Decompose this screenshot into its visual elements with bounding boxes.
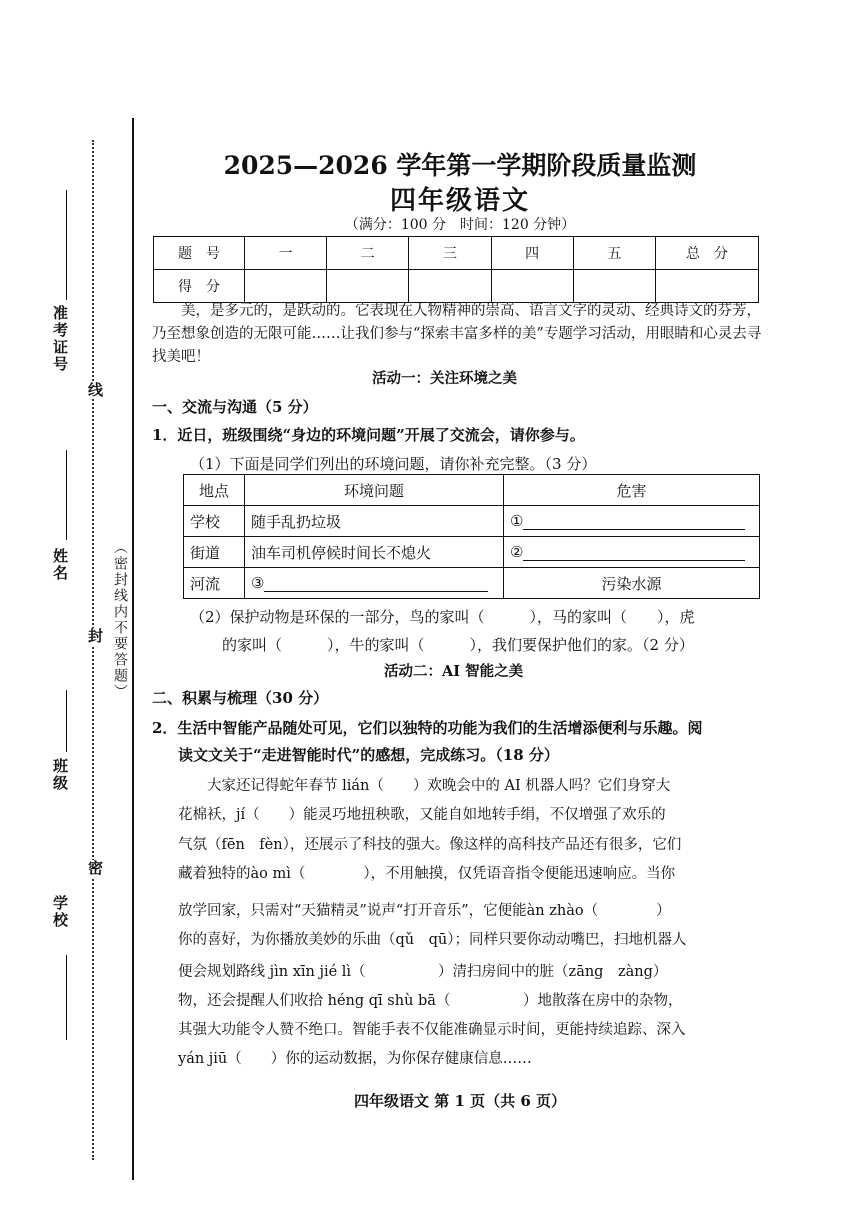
passage-line: 放学回家，只需对“天猫精灵”说声“打开音乐”，它便能àn zhào（ ）: [178, 903, 671, 919]
name-underline: [66, 450, 67, 540]
answer-blank[interactable]: [264, 591, 488, 592]
answer-marker: ①: [510, 512, 524, 530]
score-input-cell[interactable]: [245, 270, 327, 303]
environment-table: [183, 474, 760, 599]
env-problem: 油车司机停候时间长不熄火: [245, 537, 504, 568]
class-underline: [66, 690, 67, 752]
env-header-place: 地点: [184, 475, 245, 506]
question-1-1: （1）下面是同学们列出的环境问题，请你补充完整。（3 分）: [190, 455, 597, 473]
score-input-cell[interactable]: [491, 270, 573, 303]
env-place: 街道: [184, 537, 245, 568]
section-one-heading: 一、交流与沟通（5 分）: [152, 398, 318, 416]
env-header-harm: 危害: [504, 475, 760, 506]
question-2-line2: 读文文关于“走进智能时代”的感想，完成练习。（18 分）: [178, 746, 559, 764]
question-2-line1: 2．生活中智能产品随处可见，它们以独特的功能为我们的生活增添便利与乐趣。阅: [152, 719, 703, 737]
school-underline: [66, 955, 67, 1040]
exam-subtitle: 四年级语文: [389, 186, 530, 216]
env-harm-answer[interactable]: [504, 537, 760, 568]
passage-line: 物，还会提醒人们收拾 héng qī shù bā（ ）地散落在房中的杂物，: [178, 993, 683, 1009]
env-row: [184, 568, 760, 599]
answer-blank[interactable]: [523, 560, 745, 561]
activity-one-heading: 活动一：关注环境之美: [372, 370, 517, 387]
env-header-problem: 环境问题: [245, 475, 504, 506]
passage-line: 其强大功能令人赞不绝口。智能手表不仅能准确显示时间，更能持续追踪、深入: [178, 1022, 686, 1038]
env-table-header: [184, 475, 760, 506]
class-label: 班级: [51, 758, 69, 792]
passage-line: 花棉袄，jí（ ）能灵巧地扭秧歌，又能自如地转手绢，不仅增强了欢乐的: [178, 807, 666, 823]
passage-line: yán jiū（ ）你的运动数据，为你保存健康信息……: [178, 1051, 532, 1067]
activity-two-heading: 活动二：AI 智能之美: [384, 663, 524, 680]
binding-dotted-line: [92, 140, 94, 1160]
env-place: 学校: [184, 506, 245, 537]
question-1: 1．近日，班级围绕“身边的环境问题”开展了交流会，请你参与。: [152, 426, 585, 444]
score-cell-q5: 五: [573, 237, 655, 270]
score-row-label: 得 分: [154, 270, 245, 303]
env-place: 河流: [184, 568, 245, 599]
answer-marker: ③: [251, 574, 265, 592]
exam-id-underline: [66, 190, 67, 300]
score-input-cell[interactable]: [656, 270, 759, 303]
intro-paragraph: 美，是多元的，是跃动的。它表现在人物精神的崇高、语言文字的灵动、经典诗文的芬芳，乃至想象创造的无限可能……让我们参与“探索丰富多样的美”专题学习活动，用眼睛和心灵去寻找美吧！: [152, 303, 762, 365]
passage-line: 气氛（fēn fèn），还展示了科技的强大。像这样的高科技产品还有很多，它们: [178, 837, 682, 853]
name-label: 姓名: [51, 548, 69, 582]
question-1-2-line2: 的家叫（ ），牛的家叫（ ），我们要保护他们的家。（2 分）: [222, 636, 694, 654]
binding-solid-line: [132, 118, 134, 1180]
score-input-cell[interactable]: [573, 270, 655, 303]
passage-line: 大家还记得蛇年春节 lián（ ）欢晚会中的 AI 机器人吗？它们身穿大: [178, 778, 671, 794]
env-row: [184, 506, 760, 537]
score-table-header-row: [154, 237, 759, 270]
seal-mi-char: 密: [86, 860, 104, 877]
seal-note: （密封线内不要答题）: [112, 540, 128, 700]
score-table: [153, 236, 759, 303]
seal-feng-char: 封: [86, 628, 104, 645]
score-cell-q4: 四: [491, 237, 573, 270]
score-input-cell[interactable]: [327, 270, 409, 303]
score-table-score-row: [154, 270, 759, 303]
passage-line: 便会规划路线 jìn xīn jié lì（ ）清扫房间中的脏（zāng zàng）: [178, 964, 668, 980]
answer-marker: ②: [510, 543, 524, 561]
passage-line: 你的喜好，为你播放美妙的乐曲（qǔ qū）；同样只要你动动嘴巴，扫地机器人: [178, 932, 687, 948]
question-1-2-line1: （2）保护动物是环保的一部分，鸟的家叫（ ），马的家叫（ ），虎: [190, 608, 695, 626]
exam-id-label: 准考证号: [51, 305, 69, 373]
section-two-heading: 二、积累与梳理（30 分）: [152, 689, 329, 707]
school-label: 学校: [51, 895, 69, 929]
seal-line-char: 线: [86, 382, 104, 399]
answer-blank[interactable]: [523, 529, 745, 530]
page-footer: 四年级语文 第 1 页（共 6 页）: [354, 1092, 566, 1110]
score-input-cell[interactable]: [409, 270, 491, 303]
exam-title: 2025—2026 学年第一学期阶段质量监测: [223, 151, 697, 180]
score-cell-q1: 一: [245, 237, 327, 270]
score-cell-label: 题 号: [154, 237, 245, 270]
score-cell-q3: 三: [409, 237, 491, 270]
env-problem: 随手乱扔垃圾: [245, 506, 504, 537]
score-cell-total: 总 分: [656, 237, 759, 270]
env-row: [184, 537, 760, 568]
passage-line: 藏着独特的ào mì（ ），不用触摸，仅凭语音指令便能迅速响应。当你: [178, 866, 676, 882]
score-cell-q2: 二: [327, 237, 409, 270]
exam-meta: （满分：100 分 时间：120 分钟）: [344, 217, 576, 233]
env-harm-answer[interactable]: [504, 506, 760, 537]
env-problem-answer[interactable]: [245, 568, 504, 599]
env-harm: 污染水源: [504, 568, 760, 599]
